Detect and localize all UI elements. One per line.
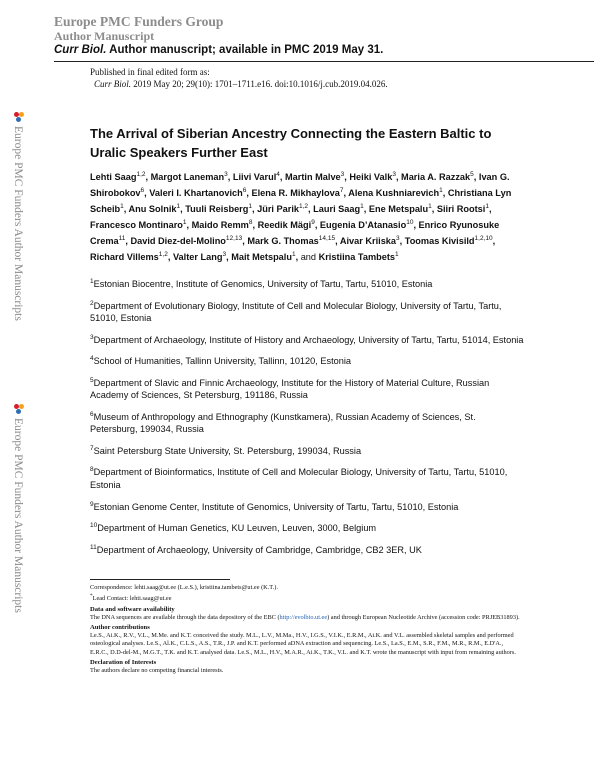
author-affiliation-ref: 1,2 [158,251,168,259]
published-citation [90,78,388,90]
author-name: Christiana Lyn Scheib [90,188,512,215]
published-note [90,66,388,90]
affiliation-item [90,276,524,291]
journal-availability [54,43,594,57]
data-availability-heading: Data and software availability [90,605,175,613]
affiliation-number: 5 [90,376,94,384]
author-name: Enrico Ryunosuke Crema [90,220,500,247]
affiliation-text: School of Humanities, Tallinn University, Tallinn, 10120, Estonia [93,356,352,367]
sidebar-watermark-bottom [4,404,34,613]
lead-contact-mark: * [90,593,93,600]
data-text-start: The DNA sequences are available through the data depository of the EBC ( [90,613,280,621]
affiliation-text: Estonian Biocentre, Institute of Genomics, University of Tartu, Tartu, 51010, Estonia [93,279,433,290]
affiliation-item [90,520,524,535]
citation-text: 2019 May 20; 29(10): 1701–1711.e16. doi:10.1016/j.cub.2019.04.026. [131,79,388,89]
author-name: Elena R. Mikhaylova [251,188,340,199]
author-affiliation-ref: 6 [140,187,145,195]
contributions-heading: Author contributions [90,623,150,631]
author-name: Alena Kushniarevich [348,188,440,199]
author-name: Mark G. Thomas [247,236,319,247]
author-affiliation-ref: 3 [392,171,396,178]
affiliation-item [90,542,524,557]
affiliation-number: 4 [90,355,94,363]
author-name: Richard Villems [90,252,159,263]
affiliation-item [90,464,524,491]
sidebar-watermark-top [4,112,34,321]
author-name: Eugenia D’Atanasio [319,220,407,231]
author-affiliation-ref: 10 [406,219,414,227]
affiliation-text: Department of Evolutionary Biology, Institute of Cell and Molecular Biology, University of Tartu, Tartu, 51010, Estonia [90,300,502,324]
author-name: Reedik Mägi [257,220,312,231]
affiliation-number: 11 [90,543,97,551]
author-affiliation-ref: 1,2 [136,171,146,178]
affiliation-text: Saint Petersburg State University, St. Petersburg, 199034, Russia [93,445,362,456]
europe-pmc-logo-icon [14,404,24,414]
affiliation-number: 2 [90,299,94,307]
author-name: Anu Solnik [128,204,177,215]
author-name: Lehti Saag [90,172,137,183]
affiliation-number: 8 [90,466,94,474]
author-name: Siiri Rootsi [436,204,486,215]
data-availability-text [90,614,522,622]
author-list: Lehti Saag$^{1,2}$, Margot Laneman$^3$, Liivi Varul$^4$, Martin Malve$^3$, Heiki Valk$^3$, Maria A. Razzak$^5$, Ivan G. Shirobokov$^6$, Valeri I. Khartanovich$^6$, Elena R. Mikhaylova$^7$, Alena Kushniarevich$^1$, Christiana Lyn Scheib$^1$, Anu Solnik$^1$, Tuuli Reisberg$^1$, Jüri Parik$^{1,2}$, Lauri Saag$^1$, Ene Metspalu$^1$, Siiri Rootsi$^1$, Francesco Montinaro$^1$, Maido Remm$^8$, Reedik Mägi$^9$, Eugenia D’Atanasio$^{10}$, Enrico Ryunosuke Crema$^{11}$, David Diez-del-Molino$^{12,13}$, Mark G. Thomas$^{14,15}$, Aivar Kriiska$^3$, Toomas Kivisild$^{1,2,10}$, Richard Villems$^{1,2}$, Valter Lang$^3$, Mait Metspalu$^1$, and Kristiina Tambets$^1$ [90,171,512,263]
published-journal: Curr Biol. [94,79,132,89]
lead-contact-note [90,592,522,603]
author-name: David Diez-del-Molino [130,236,226,247]
author-affiliation-ref: 5 [470,171,474,178]
sidebar-text: Europe PMC Funders Author Manuscripts [12,418,24,613]
sidebar-text: Europe PMC Funders Author Manuscripts [12,126,24,321]
author-affiliation-ref: 3 [396,235,400,243]
affiliation-number: 1 [90,278,94,285]
author-name: Aivar Kriiska [339,236,397,247]
interests-heading: Declaration of Interests [90,658,157,666]
affiliation-text: Department of Slavic and Finnic Archaeology, Institute for the History of Material Culture, Russian Academy of Sciences, St Petersburg, 191186, Russia [90,377,490,401]
author-name: Liivi Varul [232,172,277,183]
author-name: Lauri Saag [313,204,361,215]
author-affiliation-ref: 1 [291,251,296,259]
affiliation-item [90,375,524,402]
author-affiliation-ref: 9 [311,219,315,227]
affiliation-number: 6 [90,410,94,418]
author-name: Valeri I. Khartanovich [149,188,243,199]
author-name: Martin Malve [285,172,341,183]
correspondence-note: Correspondence: lehti.saag@ut.ee (L.e.S.), kristiina.tambets@ut.ee (K.T.). [90,584,278,591]
affiliation-item [90,409,524,436]
author-affiliation-ref: 1 [248,203,252,211]
author-name: Ene Metspalu [368,204,429,215]
author-name: Tuuli Reisberg [185,204,249,215]
author-name: Valter Lang [172,252,223,263]
journal-name: Curr Biol. [54,44,107,56]
author-affiliation-ref: 4 [276,171,280,178]
affiliation-item [90,332,524,347]
footnote-divider [90,579,230,580]
author-name: Francesco Montinaro [90,220,183,231]
author-affiliation-ref: 1 [176,203,181,211]
author-affiliation-ref: 1,2 [299,203,309,211]
lead-contact-text: Lead Contact: lehti.saag@ut.ee [92,595,172,603]
author-name: Maido Remm [191,220,249,231]
funders-group-label: Europe PMC Funders Group [54,14,224,29]
author-name: Heiki Valk [349,172,393,183]
author-affiliation-ref: 6 [242,187,247,195]
author-affiliation-ref: 14,15 [318,235,336,243]
author-name: Kristiina Tambets [318,252,396,263]
affiliation-item [90,353,524,368]
published-label: Published in final edited form as: [90,67,210,77]
author-name: Jüri Parik [257,204,299,215]
header-divider [54,61,594,62]
author-name: Maria A. Razzak [401,172,471,183]
data-text-end: ) and through European Nucleotide Archive (accession code: PRJEB31893). [327,613,520,621]
affiliation-item [90,443,524,458]
affiliation-text: Department of Bioinformatics, Institute of Cell and Molecular Biology, University of Tartu, Tartu, 51010, Estonia [90,467,508,490]
authors-and: and [300,252,317,263]
affiliation-text: Department of Archaeology, University of Cambridge, Cambridge, CB2 3ER, UK [96,544,422,555]
data-link[interactable]: http://evolbio.ut.ee [279,613,328,621]
author-affiliation-ref: 3 [222,251,227,259]
author-name: Mait Metspalu [231,252,292,263]
author-affiliation-ref: 8 [248,219,253,227]
author-affiliation-ref: 3 [224,171,228,178]
affiliation-text: Estonian Genome Center, Institute of Genomics, University of Tartu, Tartu, 51010, Estonia [93,501,459,512]
author-affiliation-ref: 1 [360,203,364,211]
europe-pmc-logo-icon [14,112,24,122]
page-header [54,14,594,57]
author-manuscript-label: Author Manuscript [54,29,155,43]
affiliation-number: 3 [90,333,94,341]
affiliation-number: 9 [90,500,94,508]
footnotes [90,584,522,675]
affiliation-item [90,298,524,325]
affiliation-text: Department of Human Genetics, KU Leuven, Leuven, 3000, Belgium [97,523,377,534]
author-affiliation-ref: 11 [118,235,126,243]
author-affiliation-ref: 1,2,10 [474,235,493,243]
affiliation-number: 7 [90,444,94,452]
author-affiliation-ref: 1 [428,203,432,211]
affiliation-number: 10 [90,522,98,530]
author-affiliation-ref: 3 [340,171,345,178]
author-affiliation-ref: 1 [182,219,187,227]
author-affiliation-ref: 1 [395,251,399,259]
availability-text: Author manuscript; available in PMC 2019 May 31. [106,44,384,56]
interests-text: The authors declare no competing financial interests. [90,666,224,674]
author-affiliation-ref: 1 [439,187,443,195]
article-title: The Arrival of Siberian Ancestry Connecting the Eastern Baltic to Uralic Speakers Further East [90,126,492,160]
author-affiliation-ref: 1 [485,203,489,211]
author-affiliation-ref: 1 [120,203,124,211]
affiliation-list [90,276,524,563]
affiliation-text: Department of Archaeology, Institute of History and Archaeology, University of Tartu, Tartu, 51014, Estonia [93,334,524,345]
author-name: Toomas Kivisild [404,236,475,247]
affiliation-item [90,499,524,514]
contributions-text: Le.S., Ai.K., R.V., V.L., M.Me. and K.T. conceived the study. M.L., L.V., M.Ma., H.V., I.G.S., V.I.K., E.R.M., Ai.K. and V.L. assembled skeletal samples and performed osteological analyses. Le.S., Al.K., C.L.S., A.S., T.R., J.P. and K.T. performed aDNA extraction and sequencing. Le.S., La.S., E.M., S.R., F.M., M.R., R.M., E.D'A., E.R.C., D.D-del-M., M.G.T., T.K. and K.T. analysed data. Le.S., M.L., H.V., M.A.R., Ai.K., T.K., V.L. and K.T. wrote the manuscript with input from remaining authors. [90,632,516,656]
author-affiliation-ref: 7 [339,187,344,195]
author-name: Margot Laneman [150,172,225,183]
affiliation-text: Museum of Anthropology and Ethnography (Kunstkamera), Russian Academy of Sciences, St. Petersburg, 199034, Russia [90,411,476,435]
author-name: Ivan G. Shirobokov [90,172,510,199]
author-affiliation-ref: 12,13 [225,235,243,243]
